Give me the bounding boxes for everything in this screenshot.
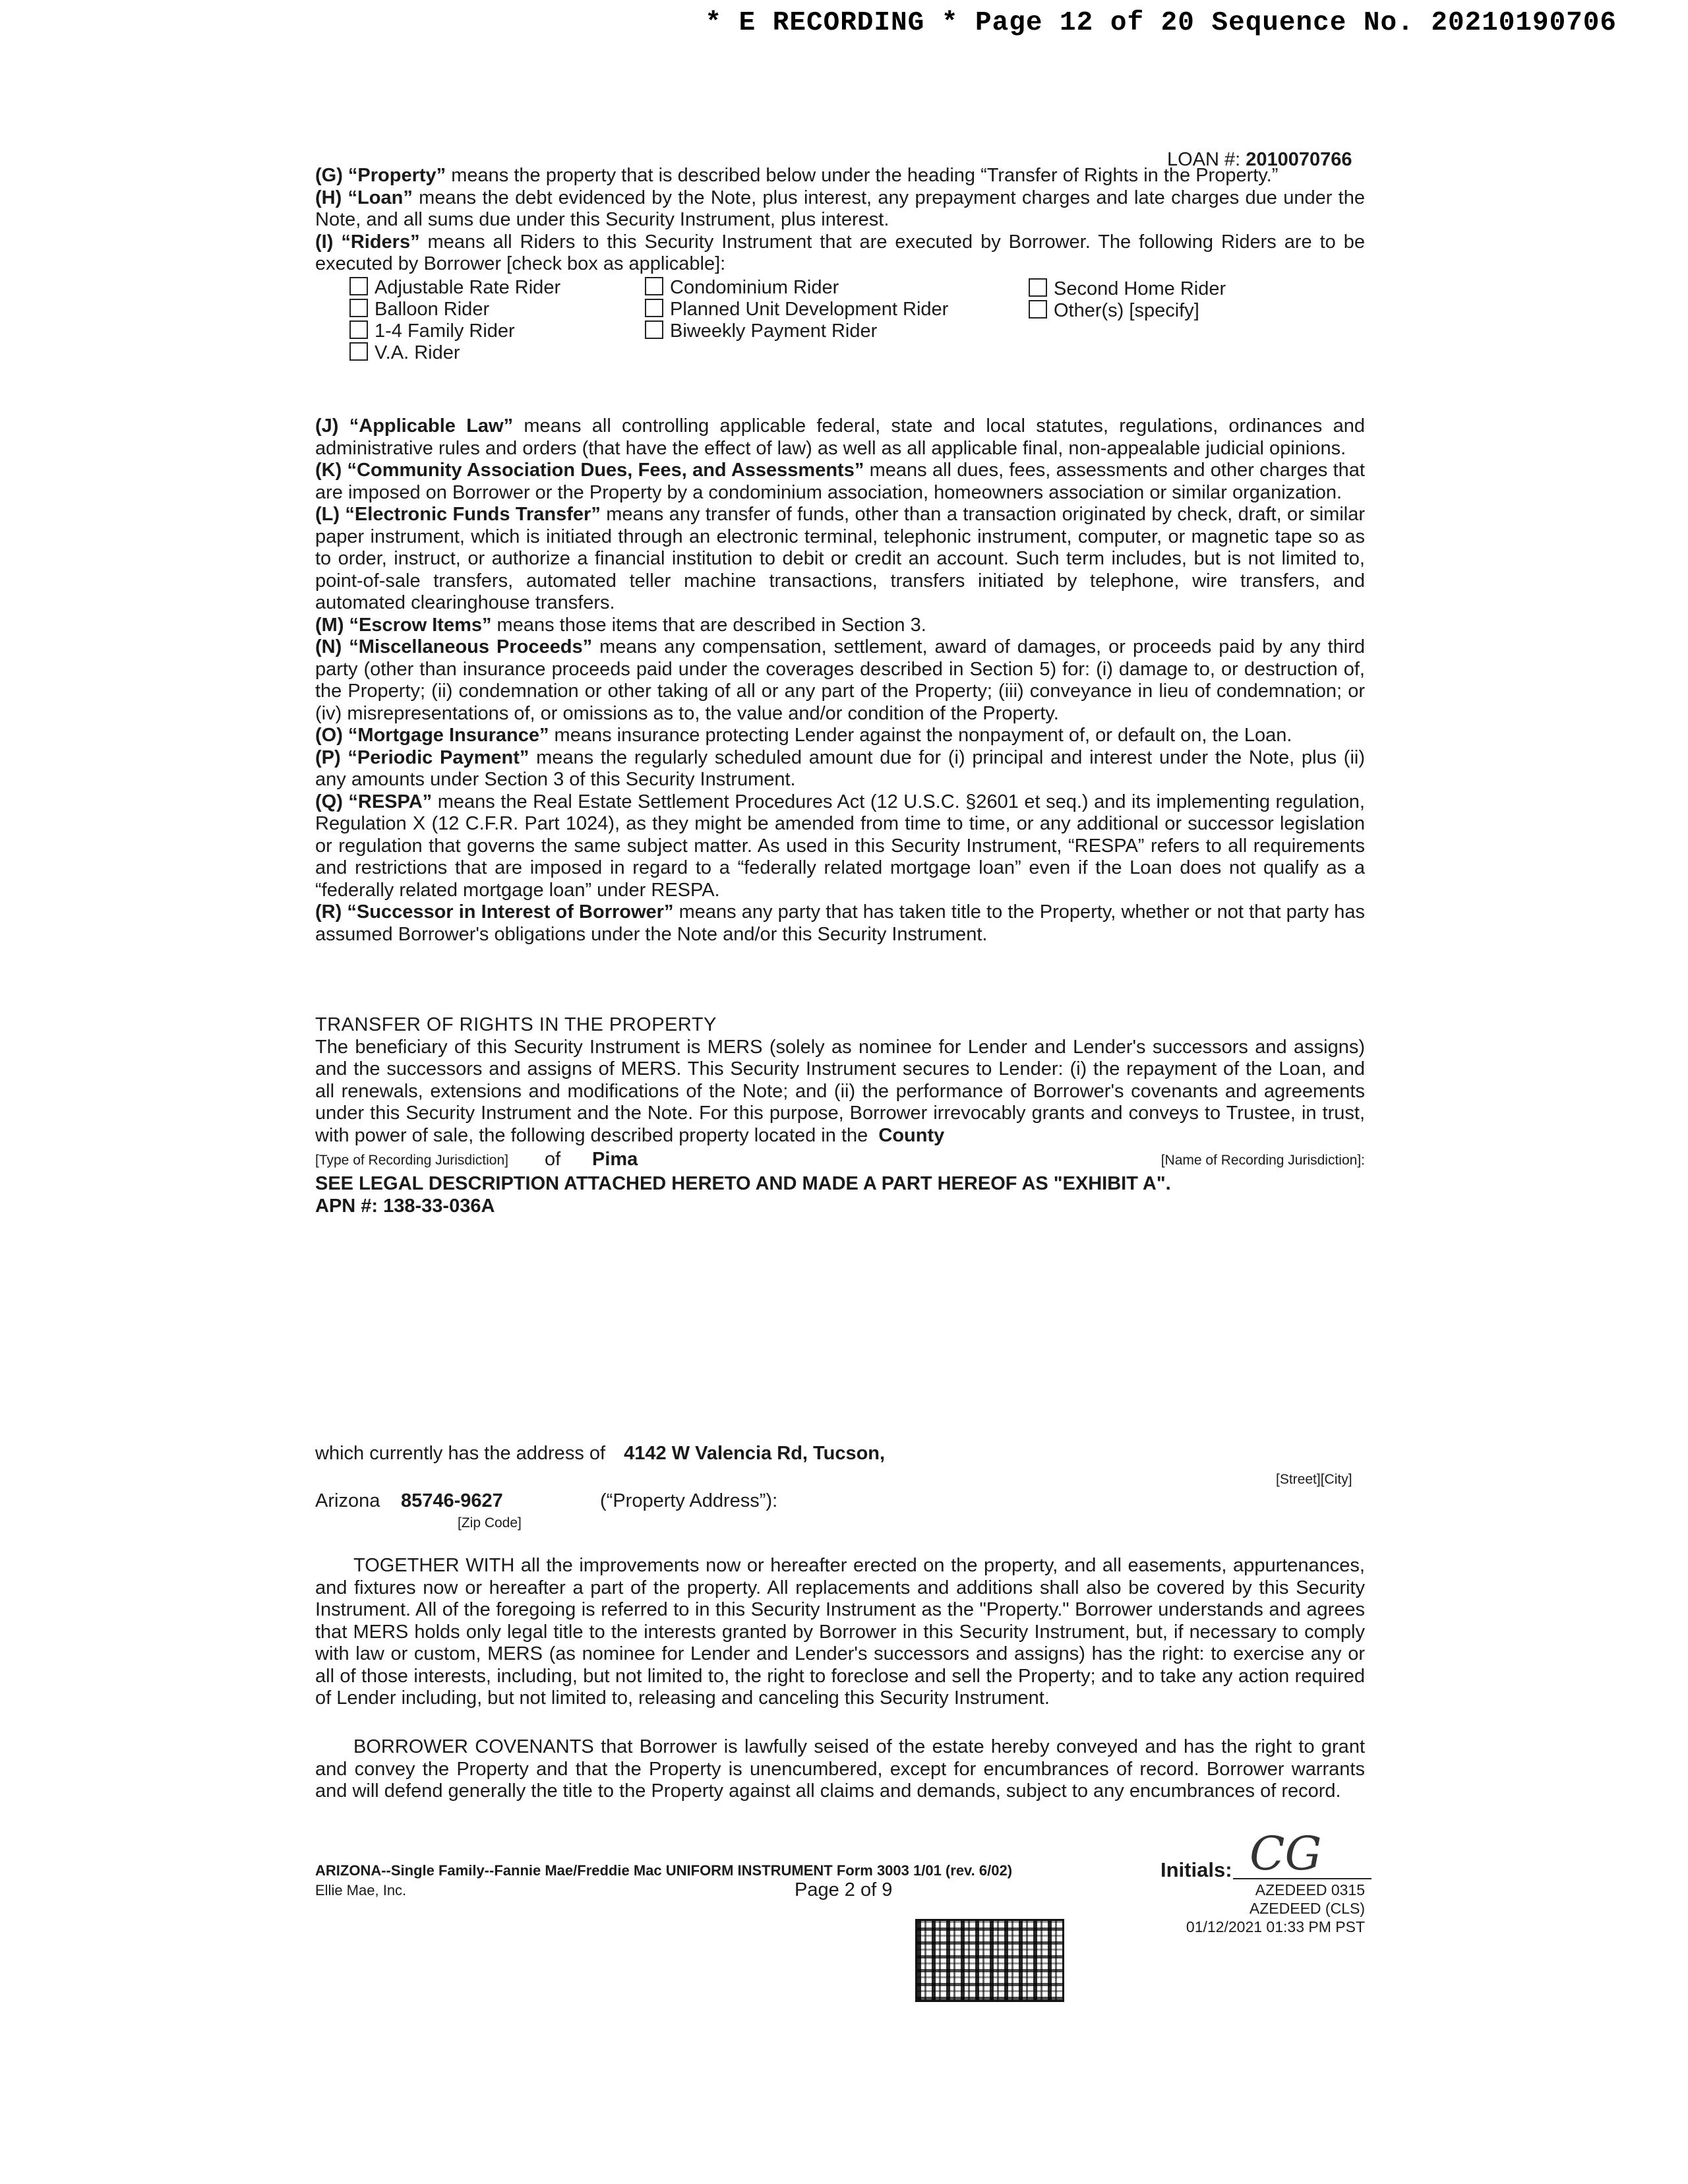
address-zip: 85746-9627: [401, 1490, 503, 1511]
rider-pud[interactable]: Planned Unit Development Rider: [645, 299, 948, 320]
initials-line: [1233, 1878, 1372, 1879]
street-city-label: [Street][City]: [1276, 1472, 1352, 1487]
checkbox-icon[interactable]: [645, 277, 663, 295]
form-footer: [315, 1861, 1012, 1900]
definition-q: (Q) “RESPA” means the Real Estate Settlement Procedures Act (12 U.S.C. §2601 et seq.) and its implementing regulation, Regulation X (12 C.F.R. Part 1024), as they might be amended from time to time, or any additional or successor legislation or regulation that governs the same subject matter. As used in this Security Instrument, “RESPA” refers to all requirements and restrictions that are imposed in regard to a “federally related mortgage loan” even if the Loan does not qualify as a “federally related mortgage loan” under RESPA.: [315, 791, 1365, 901]
jurisdiction-type-label: [Type of Recording Jurisdiction]: [315, 1153, 508, 1168]
scan-noise: [752, 2077, 771, 2093]
checkbox-icon[interactable]: [349, 277, 368, 295]
checkbox-icon[interactable]: [645, 320, 663, 339]
scan-noise: [584, 2077, 603, 2093]
form-datetime: 01/12/2021 01:33 PM PST: [1186, 1918, 1365, 1935]
address-state: Arizona: [315, 1490, 380, 1511]
checkbox-icon[interactable]: [349, 342, 368, 361]
zip-code-label: [Zip Code]: [458, 1515, 522, 1531]
jurisdiction-name-label: [Name of Recording Jurisdiction]:: [1160, 1153, 1365, 1168]
form-codes: [1186, 1881, 1365, 1936]
definition-n: (N) “Miscellaneous Proceeds” means any compensation, settlement, award of damages, or proceeds paid by any third party (other than insurance proceeds paid under the coverages described in Section 5) for: (i) damage to, or destruction of, the Property; (ii) condemnation or other taking of all or any part of the Property; (iii) conveyance in lieu of condemnation; or (iv) misrepresentations of, or omissions as to, the value and/or condition of the Property.: [315, 636, 1365, 724]
property-address-label: (“Property Address”):: [600, 1490, 778, 1511]
definition-j: (J) “Applicable Law” means all controlling applicable federal, state and local statutes, regulations, ordinances and administrative rules and orders (that have the effect of law) as well as all applicable final, non-appealable judicial opinions.: [315, 415, 1365, 459]
page-number: Page 2 of 9: [795, 1879, 893, 1900]
vendor-name: Ellie Mae, Inc.: [315, 1882, 407, 1898]
scan-noise: [333, 2077, 353, 2093]
definitions-top: [315, 165, 1365, 276]
definition-p: (P) “Periodic Payment” means the regularly scheduled amount due for (i) principal and interest under the Note, plus (ii) any amounts under Section 3 of this Security Instrument.: [315, 746, 1365, 790]
barcode-icon: [915, 1919, 1064, 2002]
riders-checklist: [349, 277, 1378, 369]
rider-biweekly[interactable]: Biweekly Payment Rider: [645, 320, 877, 342]
address-street: 4142 W Valencia Rd, Tucson,: [624, 1443, 886, 1464]
rider-adjustable-rate[interactable]: Adjustable Rate Rider: [349, 277, 560, 299]
initials-label: Initials:: [1160, 1858, 1232, 1881]
definition-h: (H) “Loan” means the debt evidenced by the Note, plus interest, any prepayment charges and late charges due under the Note, and all sums due under this Security Instrument, plus interest.: [315, 187, 1365, 230]
checkbox-icon[interactable]: [349, 320, 368, 339]
county-word: County: [878, 1124, 945, 1146]
rider-balloon[interactable]: Balloon Rider: [349, 299, 489, 320]
rider-condominium[interactable]: Condominium Rider: [645, 277, 839, 299]
definition-l: (L) “Electronic Funds Transfer” means any transfer of funds, other than a transaction originated by check, draft, or similar paper instrument, which is initiated through an electronic terminal, telephonic instrument, computer, or magnetic tape so as to order, instruct, or authorize a financial institution to debit or credit an account. Such term includes, but is not limited to, point-of-sale transfers, automated teller machine transactions, transfers initiated by telephone, wire transfers, and automated clearinghouse transfers.: [315, 504, 1366, 613]
legal-description-text: SEE LEGAL DESCRIPTION ATTACHED HERETO AND MADE A PART HEREOF AS "EXHIBIT A".: [315, 1173, 1171, 1194]
form-title: ARIZONA--Single Family--Fannie Mae/Freddie Mac UNIFORM INSTRUMENT Form 3003 1/01 (rev. 6/02): [315, 1862, 1013, 1879]
transfer-section: [315, 1014, 1365, 1147]
definitions-main: [315, 415, 1365, 946]
recording-stamp: * E RECORDING * Page 12 of 20 Sequence No. 20210190706: [705, 8, 1617, 38]
together-with-paragraph: [315, 1555, 1365, 1710]
form-code-2: AZEDEED (CLS): [1249, 1900, 1365, 1917]
address-line: [315, 1443, 885, 1465]
rider-second-home[interactable]: Second Home Rider: [1029, 278, 1226, 300]
checkbox-icon[interactable]: [349, 299, 368, 317]
rider-other[interactable]: Other(s) [specify]: [1029, 300, 1199, 322]
definition-g: (G) “Property” means the property that is described below under the heading “Transfer of Rights in the Property.”: [315, 165, 1279, 186]
apn-number: APN #: 138-33-036A: [315, 1196, 495, 1217]
rider-va[interactable]: V.A. Rider: [349, 342, 460, 364]
loan-label: LOAN #:: [1167, 149, 1241, 170]
definition-k: (K) “Community Association Dues, Fees, and Assessments” means all dues, fees, assessments and other charges that are imposed on Borrower or the Property by a condominium association, homeowners association or similar organization.: [315, 460, 1365, 503]
rider-1-4-family[interactable]: 1-4 Family Rider: [349, 320, 515, 342]
initials-signature: CG: [1250, 1827, 1322, 1881]
together-with-text: TOGETHER WITH all the improvements now or hereafter erected on the property, and all easements, appurtenances, and fixtures now or hereafter a part of the property. All replacements and additions shall also be covered by this Security Instrument. All of the foregoing is referred to in this Security Instrument as the "Property." Borrower understands and agrees that MERS holds only legal title to the interests granted by Borrower in this Security Instrument, but, if necessary to comply with law or custom, MERS (as nominee for Lender and Lender's successors and assigns) has the right: to exercise any or all of those interests, including, but not limited to, the right to foreclose and sell the Property; and to take any action required of Lender including, but not limited to, releasing and canceling this Security Instrument.: [315, 1555, 1365, 1709]
county-name: Pima: [592, 1149, 638, 1170]
borrower-covenants-text: BORROWER COVENANTS that Borrower is lawfully seised of the estate hereby conveyed and has the right to grant and convey the Property and that the Property is unencumbered, except for encumbrances of record. Borrower warrants and will defend generally the title to the Property against all claims and demands, subject to any encumbrances of record.: [315, 1736, 1365, 1802]
definition-i: (I) “Riders” means all Riders to this Security Instrument that are executed by Borrower. The following Riders are to be executed by Borrower [check box as applicable]:: [315, 231, 1365, 274]
borrower-covenants-paragraph: [315, 1736, 1365, 1803]
checkbox-icon[interactable]: [645, 299, 663, 317]
state-zip-line: [315, 1490, 778, 1512]
definition-o: (O) “Mortgage Insurance” means insurance protecting Lender against the nonpayment of, or default on, the Loan.: [315, 725, 1292, 746]
definition-m: (M) “Escrow Items” means those items that are described in Section 3.: [315, 614, 926, 636]
transfer-heading: TRANSFER OF RIGHTS IN THE PROPERTY: [315, 1014, 717, 1035]
form-code-1: AZEDEED 0315: [1255, 1881, 1365, 1898]
transfer-body: The beneficiary of this Security Instrument is MERS (solely as nominee for Lender and Lender's successors and assigns) and the successors and assigns of MERS. This Security Instrument secures to Lender: (i) the repayment of the Loan, and all renewals, extensions and modifications of the Note; and (ii) the performance of Borrower's covenants and agreements under this Security Instrument and the Note. For this purpose, Borrower irrevocably grants and conveys to Trustee, in trust, with power of sale, the following described property located in the County: [315, 1036, 1365, 1146]
jurisdiction-line: [315, 1149, 1365, 1171]
legal-description: [315, 1172, 1171, 1217]
definition-r: (R) “Successor in Interest of Borrower” means any party that has taken title to the Property, whether or not that party has assumed Borrower's obligations under the Note and/or this Security Instrument.: [315, 901, 1365, 945]
loan-value: 2010070766: [1246, 149, 1352, 170]
jurisdiction-of: of: [545, 1149, 561, 1170]
address-lead: which currently has the address of: [315, 1443, 606, 1464]
checkbox-icon[interactable]: [1029, 278, 1047, 297]
checkbox-icon[interactable]: [1029, 300, 1047, 318]
